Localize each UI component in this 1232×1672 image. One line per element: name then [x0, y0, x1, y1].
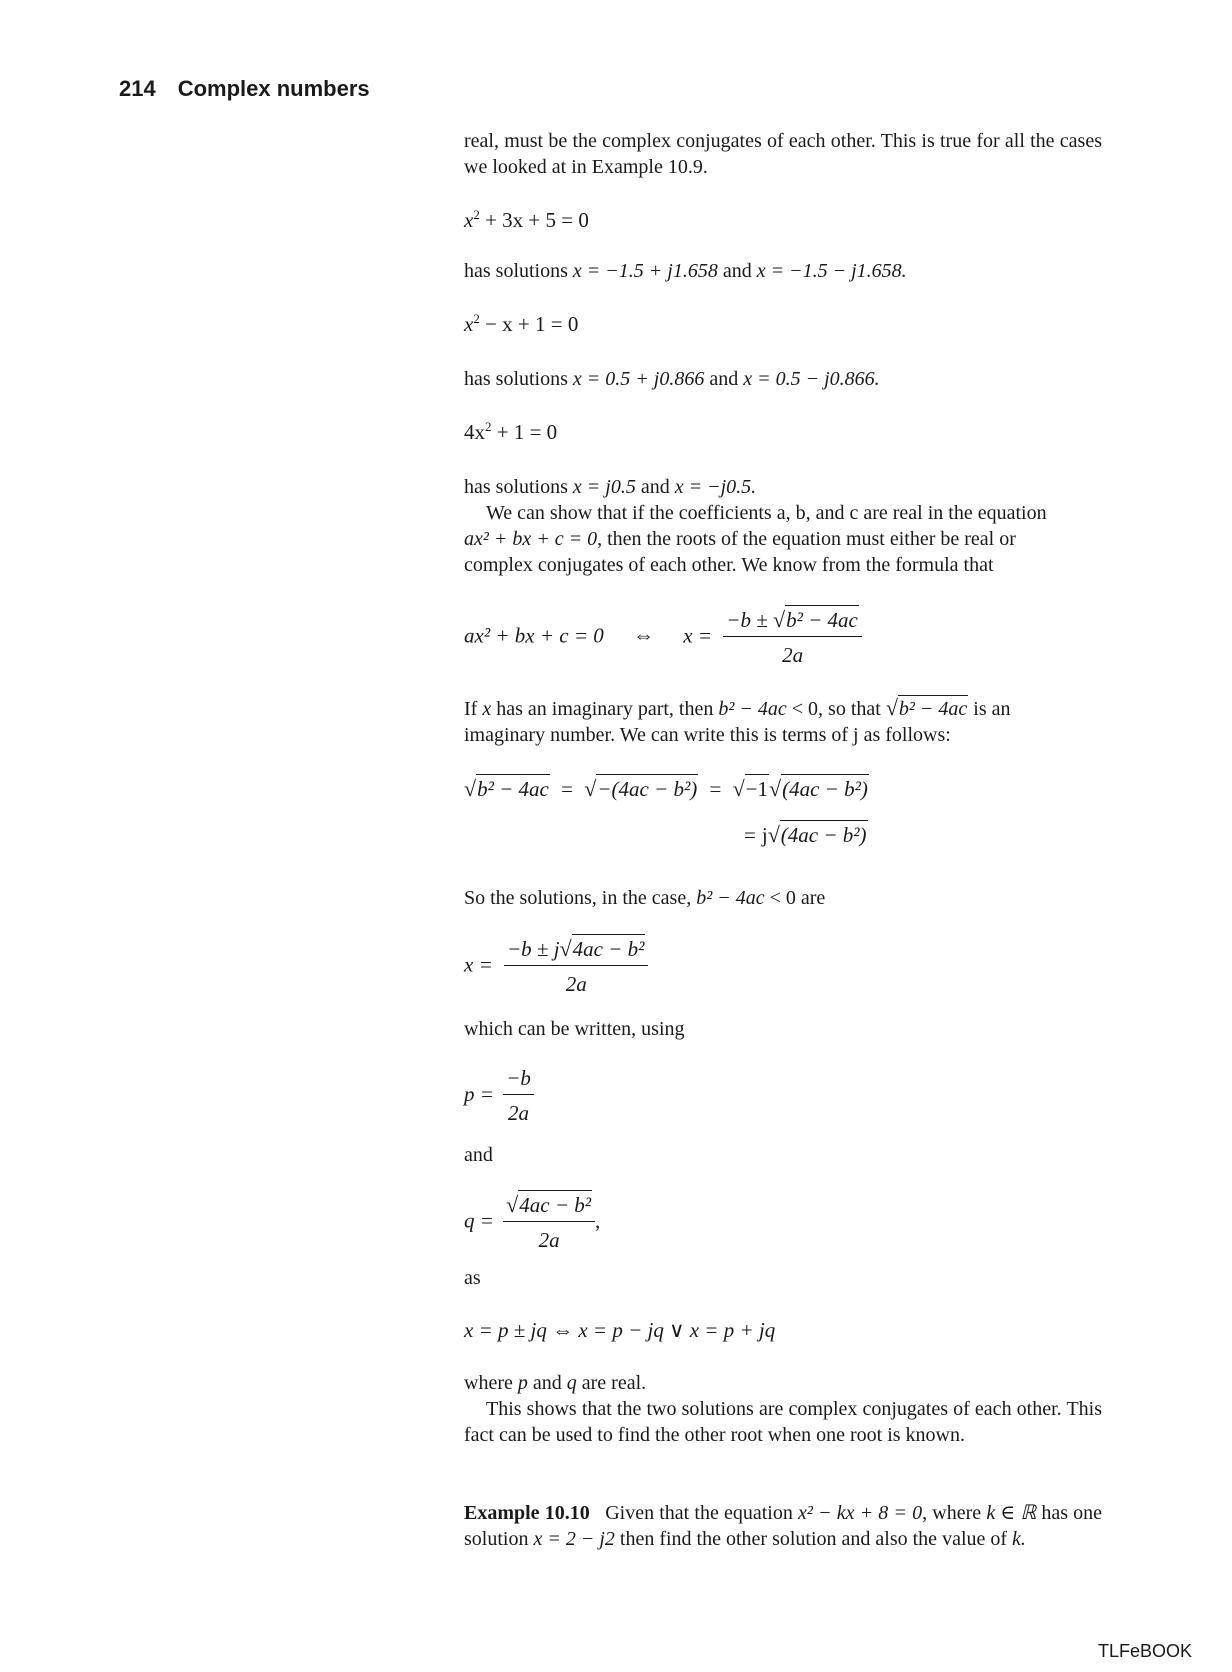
- formula-fraction: $\frac{\text{−b ± √b² − 4ac}}{2a}$: [723, 607, 862, 668]
- and-word: and: [464, 1144, 493, 1166]
- solutions-3: has solutions x = j0.5 and x = −j0.5.: [464, 476, 757, 498]
- solutions-2: has solutions x = 0.5 + j0.866 and x = 0.5 − j0.866.: [464, 368, 880, 390]
- q-fraction: $\frac{\text{√4ac − b²}}{2a}$: [503, 1192, 595, 1253]
- paragraph-conclusion: [464, 1370, 1102, 1448]
- example-10-10: Example 10.10 Given that the equation x² − kx + 8 = 0, where k ∈ ℝ has one solution x = 2 − j2 then find the other solution and also the value of k.: [464, 1502, 1103, 1550]
- page-number: 214: [119, 76, 156, 101]
- p-definition: p = $\frac{-b}{2a}$: [464, 1066, 534, 1126]
- quadratic-formula: ax² + bx + c = 0 ⇔ x = $\frac{\text{−b ± √b² − 4ac}}{2a}$: [464, 607, 862, 668]
- paragraph-line: imaginary number. We can write this is terms of j as follows:: [464, 724, 951, 746]
- q-definition: q = $\frac{\text{√4ac − b²}}{2a}$ ,: [464, 1192, 601, 1252]
- sqrt-derivation-line-1: √b² − 4ac = √−(4ac − b²) = √−1√(4ac − b²): [464, 776, 868, 801]
- complex-solution-formula: x = $\frac{\text{−b ± j√4ac − b²}}{2a}$: [464, 936, 648, 997]
- paragraph-solutions-case: So the solutions, in the case, b² − 4ac < 0 are: [464, 887, 826, 909]
- equation-2: $x^2 - x + 1 = 0$: [464, 311, 579, 336]
- paragraph-intro: real, must be the complex conjugates of each other. This is true for all the cases we looked at in Example 10.9.: [464, 130, 1102, 178]
- paragraph-line: We can show that if the coefficients a, b, and c are real in the equation: [486, 502, 1047, 524]
- paragraph-line: If x has an imaginary part, then b² − 4ac < 0, so that √b² − 4ac is an: [464, 695, 1011, 720]
- iff-symbol: ⇔: [633, 623, 655, 648]
- equation-3: $4x^2 + 1 = 0$: [464, 419, 558, 444]
- chapter-title: Complex numbers: [177, 76, 370, 101]
- running-header: [119, 76, 370, 102]
- paragraph-imaginary: [464, 695, 1102, 748]
- final-equation: x = p ± jq ⇔ x = p − jq ∨ x = p + jq: [464, 1318, 776, 1342]
- solutions-1: has solutions x = −1.5 + j1.658 and x = −1.5 − j1.658.: [464, 260, 907, 282]
- as-word: as: [464, 1267, 481, 1289]
- sqrt-derivation-line-2: = j√(4ac − b²): [744, 822, 867, 847]
- paragraph-conjugates: [464, 500, 1102, 578]
- paragraph-line: ax² + bx + c = 0, then the roots of the equation must either be real or: [464, 528, 1016, 550]
- paragraph-line: where p and q are real.: [464, 1372, 647, 1394]
- paragraph-line: This shows that the two solutions are complex conjugates of each other. This fact can be used to find the other root when one root is known.: [464, 1398, 1102, 1446]
- example-label: Example 10.10: [464, 1502, 590, 1524]
- p-fraction: $\frac{-b}{2a}$: [503, 1066, 534, 1126]
- paragraph-using: which can be written, using: [464, 1018, 685, 1040]
- equation-1: $x^2 + 3x + 5 = 0$: [464, 207, 589, 232]
- solution-fraction: $\frac{\text{−b ± j√4ac − b²}}{2a}$: [504, 936, 648, 997]
- watermark: TLFeBOOK: [1097, 1641, 1192, 1661]
- paragraph-line: complex conjugates of each other. We know from the formula that: [464, 554, 994, 576]
